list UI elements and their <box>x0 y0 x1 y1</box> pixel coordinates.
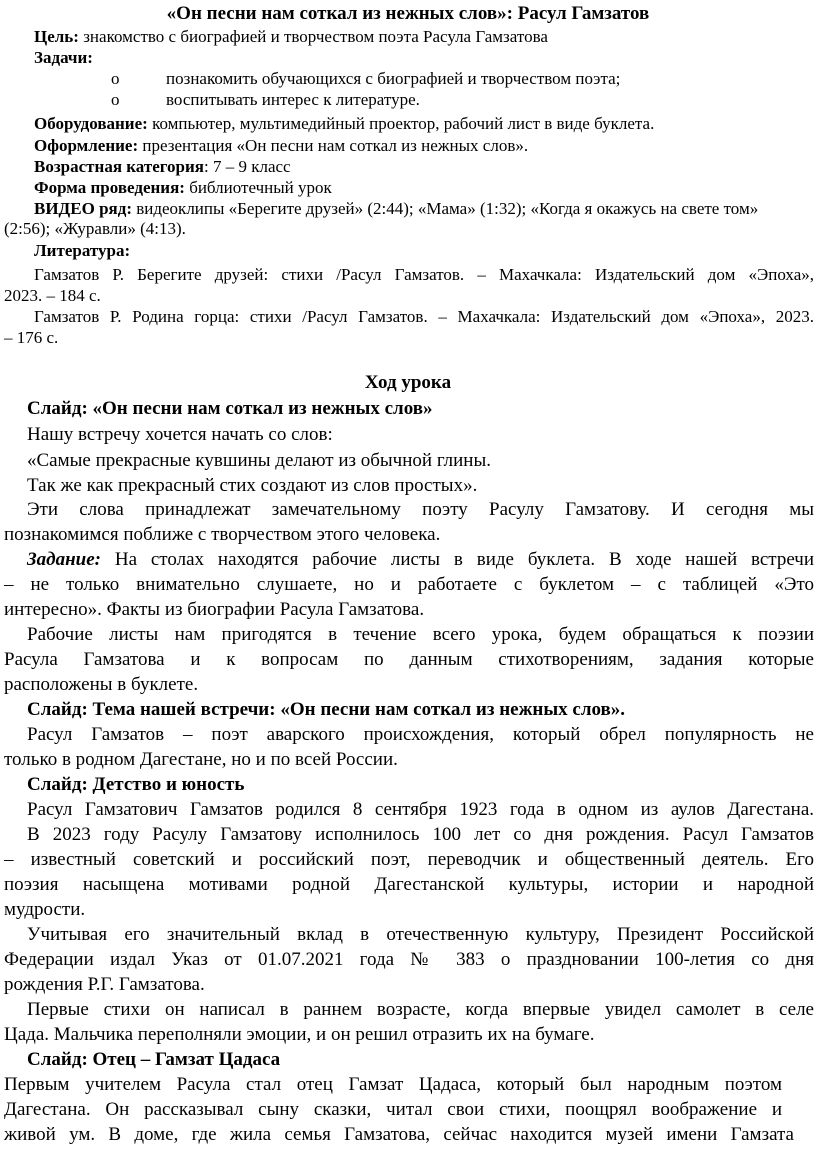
paragraph-line: рождения Р.Г. Гамзатова. <box>4 974 205 995</box>
paragraph-line: мудрости. <box>4 899 86 920</box>
paragraph-line: В 2023 году Расулу Гамзатову исполнилось 100 лет со дня рождения. Расул Гамзатов <box>27 824 814 845</box>
equipment-line <box>34 114 654 134</box>
quote-line: Так же как прекрасный стих создают из слов простых». <box>27 475 478 496</box>
literature-item-cont: 2023. – 184 с. <box>4 286 101 305</box>
paragraph-line: познакомимся поближе с творчеством этого человека. <box>4 524 441 545</box>
equipment-text: компьютер, мультимедийный проектор, рабочий лист в виде буклета. <box>147 114 655 133</box>
document-title: «Он песни нам соткал из нежных слов»: Расул Гамзатов <box>166 3 650 24</box>
tasks-label: Задачи: <box>34 48 93 67</box>
age-line <box>34 157 291 177</box>
design-text: презентация «Он песни нам соткал из нежных слов». <box>138 136 529 155</box>
video-text: видеоклипы «Берегите друзей» (2:44); «Мама» (1:32); «Когда я окажусь на свете том» <box>131 199 759 218</box>
task-label: Задание: <box>27 549 101 570</box>
design-line <box>34 136 528 156</box>
form-line <box>34 178 332 198</box>
slide-heading: Слайд: Тема нашей встречи: «Он песни нам соткал из нежных слов». <box>27 699 626 720</box>
form-label: Форма проведения: <box>34 178 185 197</box>
lesson-title: Ход урока <box>364 372 452 393</box>
literature-label: Литература: <box>34 241 131 260</box>
paragraph-line: Дагестана. Он рассказывал сыну сказки, читал свои стихи, поощрял воображение и <box>4 1099 782 1120</box>
paragraph-line: Первым учителем Расула стал отец Гамзат Цадаса, который был народным поэтом <box>4 1074 782 1095</box>
literature-item-cont: – 176 с. <box>4 328 59 347</box>
age-text: : 7 – 9 класс <box>204 157 291 176</box>
task-item: познакомить обучающихся с биографией и творчеством поэта; <box>166 69 621 88</box>
paragraph-line: Первые стихи он написал в раннем возрасте, когда впервые увидел самолет в селе <box>27 999 814 1020</box>
paragraph-line: – известный советский и российский поэт, переводчик и общественный деятель. Его <box>4 849 814 870</box>
video-line <box>34 199 758 219</box>
paragraph-line: Расул Гамзатов – поэт аварского происхождения, который обрел популярность не <box>27 724 814 745</box>
literature-item: Гамзатов Р. Родина горца: стихи /Расул Гамзатов. – Махачкала: Издательский дом «Эпоха», 2023. <box>34 307 814 326</box>
paragraph-line: Нашу встречу хочется начать со слов: <box>27 424 333 445</box>
age-label: Возрастная категория <box>34 157 204 176</box>
paragraph-line: только в родном Дагестане, но и по всей России. <box>4 749 398 770</box>
paragraph-line: Федерации издал Указ от 01.07.2021 года № 383 о праздновании 100-летия со дня <box>4 949 814 970</box>
quote-line: «Самые прекрасные кувшины делают из обычной глины. <box>27 450 491 471</box>
task-text: На столах находятся рабочие листы в виде буклета. В ходе нашей встречи <box>100 549 814 570</box>
form-text: библиотечный урок <box>184 178 332 197</box>
task-bullet: o <box>111 90 120 109</box>
video-label: ВИДЕО ряд: <box>34 199 132 218</box>
literature-item: Гамзатов Р. Берегите друзей: стихи /Расул Гамзатов. – Махачкала: Издательский дом «Эпоха», <box>34 265 814 284</box>
video-line-cont: (2:56); «Журавли» (4:13). <box>4 219 186 238</box>
paragraph-line: живой ум. В доме, где жила семья Гамзатова, сейчас находится музей имени Гамзата <box>4 1124 794 1145</box>
slide-heading: Слайд: Отец – Гамзат Цадаса <box>27 1049 281 1070</box>
slide-heading: Слайд: Детство и юность <box>27 774 245 795</box>
paragraph-line: – не только внимательно слушаете, но и работаете с буклетом – с таблицей «Это <box>4 574 814 595</box>
paragraph-line: поэзия насыщена мотивами родной Дагестанской культуры, истории и народной <box>4 874 814 895</box>
goal-line <box>34 27 548 47</box>
paragraph-line: Расула Гамзатова и к вопросам по данным стихотворениям, задания которые <box>4 649 814 670</box>
paragraph-line: интересно». Факты из биографии Расула Гамзатова. <box>4 599 425 620</box>
paragraph-line: Эти слова принадлежат замечательному поэту Расулу Гамзатову. И сегодня мы <box>27 499 814 520</box>
paragraph-line: Цада. Мальчика переполняли эмоции, и он решил отразить их на бумаге. <box>4 1024 595 1045</box>
paragraph-line: Расул Гамзатович Гамзатов родился 8 сентября 1923 года в одном из аулов Дагестана. <box>27 799 814 820</box>
task-bullet: o <box>111 69 120 88</box>
paragraph-line: расположены в буклете. <box>4 674 199 695</box>
design-label: Оформление: <box>34 136 139 155</box>
paragraph-line: Рабочие листы нам пригодятся в течение всего урока, будем обращаться к поэзии <box>27 624 814 645</box>
slide-heading: Слайд: «Он песни нам соткал из нежных слов» <box>27 398 433 419</box>
goal-text: знакомство с биографией и творчеством поэта Расула Гамзатова <box>78 27 548 46</box>
task-line <box>27 549 814 571</box>
paragraph-line: Учитывая его значительный вклад в отечественную культуру, Президент Российской <box>27 924 814 945</box>
task-item: воспитывать интерес к литературе. <box>166 90 420 109</box>
equipment-label: Оборудование: <box>34 114 148 133</box>
goal-label: Цель: <box>34 27 79 46</box>
